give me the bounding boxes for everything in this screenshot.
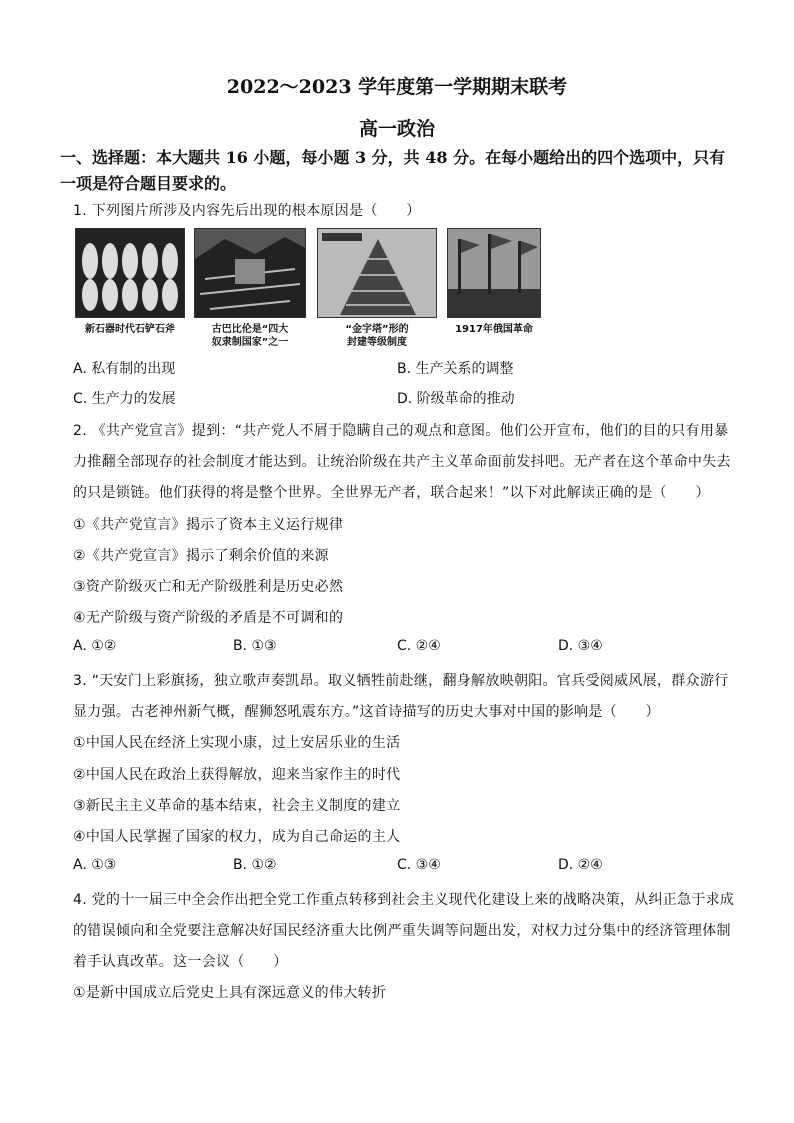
q1-option-d: D. 阶级革命的推动 xyxy=(397,391,515,407)
q4-item-1: ①是新中国成立后党史上具有深远意义的伟大转折 xyxy=(73,985,387,1001)
q4-stem-line1: 4. 党的十一届三中全会作出把全党工作重点转移到社会主义现代化建设上来的战略决策，从纠正急于求成 xyxy=(73,892,735,908)
caption-pyramid-line1: “金字塔”形的 xyxy=(345,324,409,335)
q3-item-1: ①中国人民在经济上实现小康，过上安居乐业的生活 xyxy=(73,735,401,751)
q3-option-c: C. ③④ xyxy=(397,857,441,873)
q3-stem-line2: 显力强。古老神州新气概，醒狮怒吼震东方。”这首诗描写的历史大事对中国的影响是（ ） xyxy=(73,704,660,720)
q4-stem-line2: 的错误倾向和全党要注意解决好国民经济重大比例严重失调等问题出发，对权力过分集中的经济管理体制 xyxy=(73,923,731,939)
q3-option-b: B. ①② xyxy=(233,857,277,873)
q3-stem-line1: 3. “天安门上彩旗扬，独立歌声奏凯昂。取义牺牲前赴继，翻身解放映朝阳。官兵受阅威风展，群众游行 xyxy=(73,673,729,689)
q1-option-b: B. 生产关系的调整 xyxy=(397,361,514,377)
exam-title: 2022～2023 学年度第一学期期末联考 xyxy=(226,76,568,98)
section-instruction-line2: 一项是符合题目要求的。 xyxy=(60,174,237,193)
q2-stem-line2: 力推翻全部现存的社会制度才能达到。让统治阶级在共产主义革命面前发抖吧。无产者在这个革命中失去 xyxy=(73,454,731,470)
q2-option-d: D. ③④ xyxy=(558,638,603,654)
q1-option-a: A. 私有制的出现 xyxy=(73,361,176,377)
q1-option-c: C. 生产力的发展 xyxy=(73,391,176,407)
q3-item-4: ④中国人民掌握了国家的权力，成为自己命运的主人 xyxy=(73,829,401,845)
caption-stone-tools: 新石器时代石铲石斧 xyxy=(85,324,175,335)
q2-item-2: ②《共产党宣言》揭示了剩余价值的来源 xyxy=(73,548,329,564)
q4-stem-line3: 着手认真改革。这一会议（ ） xyxy=(73,954,288,970)
q3-item-2: ②中国人民在政治上获得解放，迎来当家作主的时代 xyxy=(73,767,401,783)
caption-revolution: 1917年俄国革命 xyxy=(455,324,533,335)
caption-pyramid-line2: 封建等级制度 xyxy=(347,337,407,348)
q2-option-b: B. ①③ xyxy=(233,638,277,654)
q2-stem-line1: 2. 《共产党宣言》提到：“共产党人不屑于隐瞒自己的观点和意图。他们公开宣布，他们的目的只有用暴 xyxy=(73,423,729,439)
q3-option-a: A. ①③ xyxy=(73,857,117,873)
stone-tools-image xyxy=(75,228,185,318)
q2-option-c: C. ②④ xyxy=(397,638,441,654)
caption-babylon-line2: 奴隶制国家”之一 xyxy=(211,337,289,348)
subject-title: 高一政治 xyxy=(358,118,435,140)
q1-stem: 1. 下列图片所涉及内容先后出现的根本原因是（ ） xyxy=(73,203,421,219)
caption-babylon-line1: 古巴比伦是“四大 xyxy=(211,324,289,335)
russian-revolution-image xyxy=(447,228,541,318)
q3-item-3: ③新民主主义革命的基本结束，社会主义制度的建立 xyxy=(73,798,401,814)
pyramid-hierarchy-image xyxy=(317,228,437,318)
q2-item-4: ④无产阶级与资产阶级的矛盾是不可调和的 xyxy=(73,610,344,626)
q2-option-a: A. ①② xyxy=(73,638,117,654)
babylon-image xyxy=(194,228,306,318)
section-instruction-line1: 一、选择题：本大题共 16 小题，每小题 3 分，共 48 分。在每小题给出的四个选项中，只有 xyxy=(60,148,726,167)
q2-item-1: ①《共产党宣言》揭示了资本主义运行规律 xyxy=(73,517,344,533)
q2-stem-line3: 的只是锁链。他们获得的将是整个世界。全世界无产者，联合起来！”以下对此解读正确的是（ ） xyxy=(73,485,710,501)
q2-item-3: ③资产阶级灭亡和无产阶级胜利是历史必然 xyxy=(73,579,344,595)
q3-option-d: D. ②④ xyxy=(558,857,603,873)
